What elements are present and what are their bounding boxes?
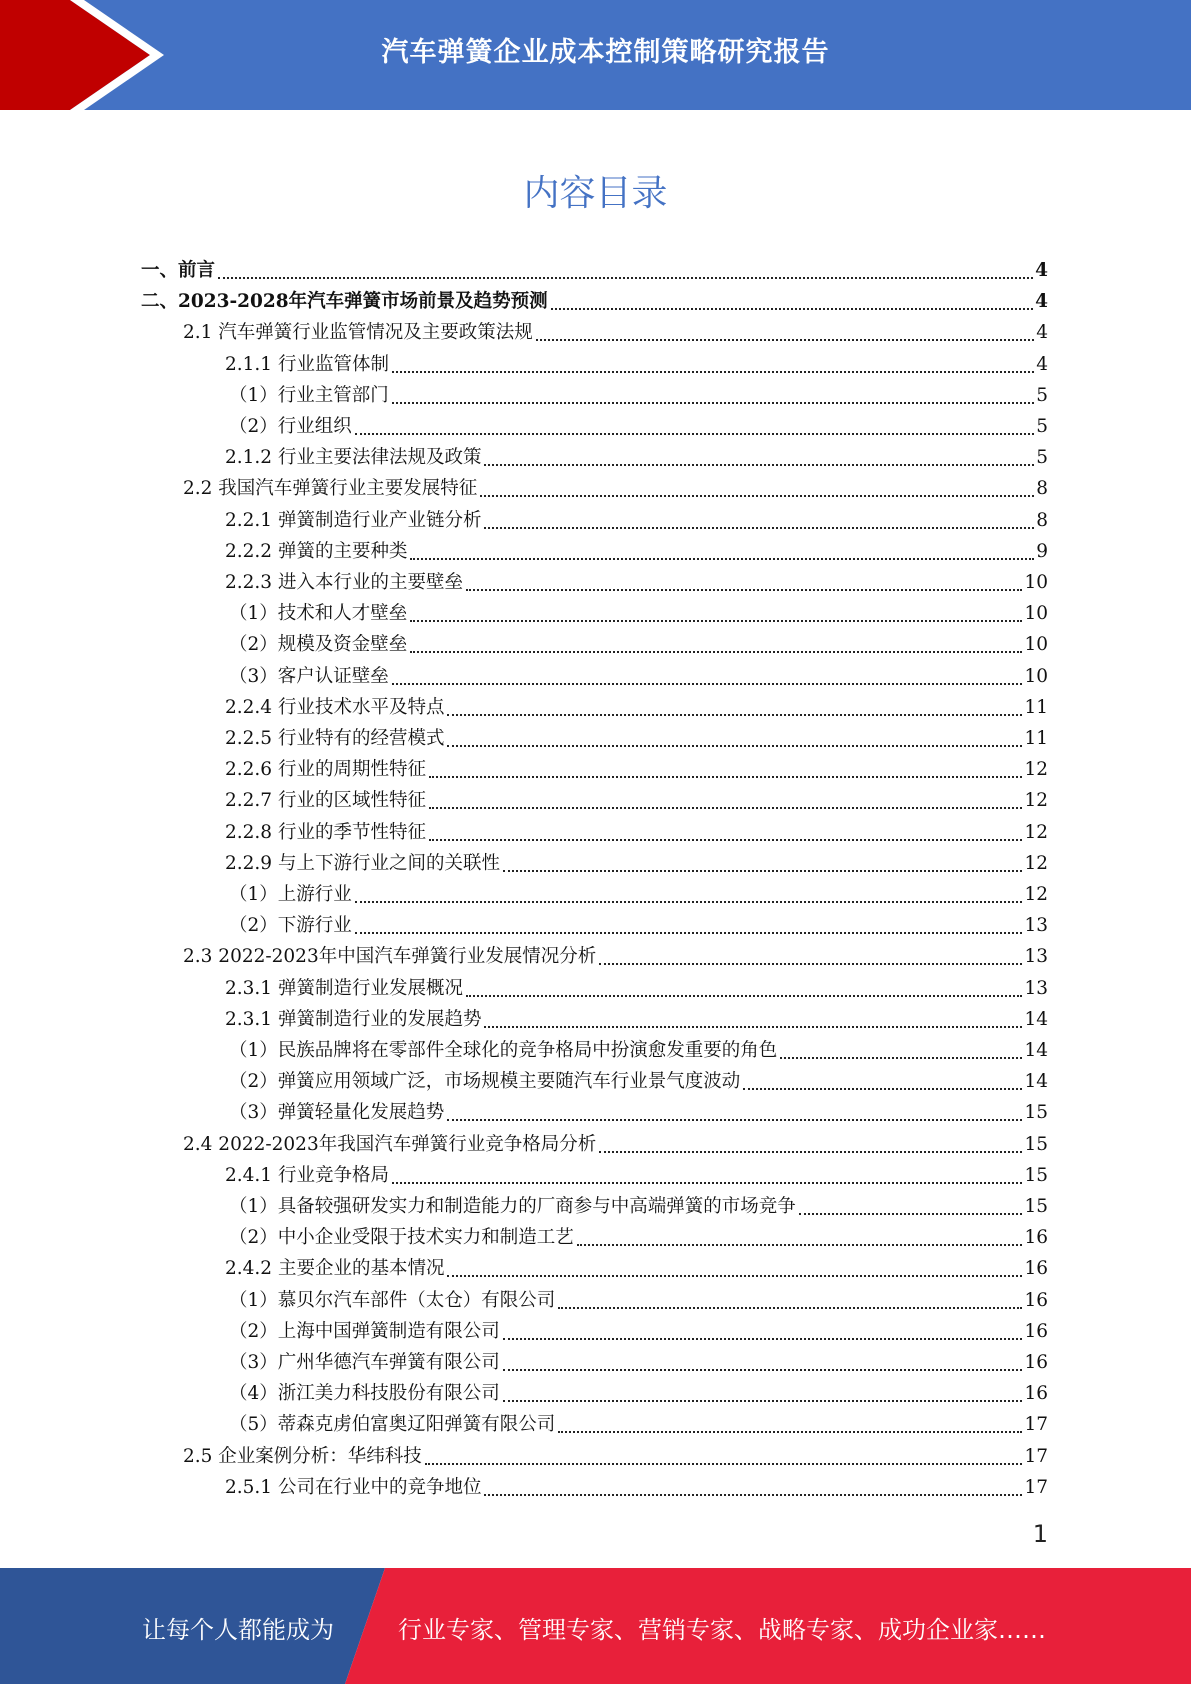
toc-dot-leader (410, 557, 1034, 560)
toc-dot-leader (355, 900, 1023, 903)
toc-entry-page: 9 (1036, 540, 1048, 562)
toc-dot-leader (392, 1181, 1022, 1184)
toc-entry[interactable] (225, 564, 1048, 595)
toc-entry-page: 16 (1024, 1320, 1048, 1342)
toc-dot-leader (577, 1243, 1023, 1246)
toc-entry-page: 16 (1024, 1227, 1048, 1249)
toc-entry-page: 8 (1036, 509, 1048, 531)
toc-entry[interactable] (225, 782, 1048, 813)
toc-entry-page: 15 (1024, 1196, 1048, 1217)
toc-entry[interactable] (225, 1157, 1048, 1188)
toc-entry[interactable] (229, 1375, 1048, 1406)
toc-entry-label: 一、前言 (141, 260, 216, 281)
toc-dot-leader (392, 401, 1034, 404)
toc-entry-page: 16 (1024, 1289, 1048, 1311)
toc-entry[interactable] (229, 1094, 1048, 1125)
toc-entry-label: 2.2.7 行业的区域性特征 (225, 790, 426, 812)
toc-entry-label: 2.4.2 主要企业的基本情况 (225, 1258, 445, 1280)
toc-entry-label: 2.2.1 弹簧制造行业产业链分析 (225, 509, 482, 531)
toc-dot-leader (551, 307, 1033, 310)
toc-entry-label: 2.2.6 行业的周期性特征 (225, 759, 426, 781)
toc-entry-page: 12 (1024, 790, 1048, 812)
toc-entry[interactable] (183, 1438, 1048, 1469)
toc-entry[interactable] (225, 814, 1048, 845)
toc-dot-leader (503, 869, 1022, 872)
toc-entry-label: （2）上海中国弹簧制造有限公司 (229, 1320, 500, 1342)
toc-entry-label: 2.4.1 行业竞争格局 (225, 1164, 389, 1186)
toc-entry[interactable] (141, 283, 1048, 314)
toc-entry-page: 12 (1024, 821, 1048, 843)
toc-entry-label: 2.4 2022-2023年我国汽车弹簧行业竞争格局分析 (183, 1133, 597, 1155)
toc-entry[interactable] (225, 346, 1048, 377)
toc-dot-leader (599, 962, 1022, 965)
toc-entry-label: 2.1 汽车弹簧行业监管情况及主要政策法规 (183, 322, 533, 344)
footer-slogan-left: 让每个人都能成为 (142, 1616, 334, 1644)
toc-entry-page: 14 (1024, 1040, 1048, 1061)
footer-slogan-right: 行业专家、管理专家、营销专家、战略专家、成功企业家…… (398, 1616, 1046, 1644)
toc-entry-page: 15 (1024, 1133, 1048, 1155)
toc-entry[interactable] (229, 1313, 1048, 1344)
toc-entry-label: 2.1.1 行业监管体制 (225, 353, 389, 375)
toc-dot-leader (484, 526, 1034, 529)
toc-dot-leader (410, 650, 1022, 653)
toc-entry-label: （3）弹簧轻量化发展趋势 (229, 1102, 445, 1124)
toc-entry-label: （5）蒂森克虏伯富奥辽阳弹簧有限公司 (229, 1414, 556, 1436)
toc-entry-label: （4）浙江美力科技股份有限公司 (229, 1383, 500, 1405)
toc-entry[interactable] (229, 1344, 1048, 1375)
toc-entry-page: 11 (1024, 696, 1048, 718)
toc-dot-leader (410, 619, 1022, 622)
toc-entry[interactable] (225, 689, 1048, 720)
toc-entry-label: （2）下游行业 (229, 915, 352, 937)
toc-entry-page: 10 (1024, 665, 1048, 687)
toc-dot-leader (447, 1274, 1022, 1277)
toc-entry[interactable] (183, 314, 1048, 345)
toc-dot-leader (599, 1150, 1022, 1153)
toc-entry-label: （3）广州华德汽车弹簧有限公司 (229, 1352, 500, 1373)
toc-entry-page: 4 (1036, 322, 1048, 344)
toc-entry-page: 13 (1024, 915, 1048, 937)
toc-entry[interactable] (183, 938, 1048, 969)
page-number: 1 (1032, 1520, 1048, 1548)
toc-dot-leader (355, 432, 1034, 435)
toc-entry[interactable] (183, 470, 1048, 501)
toc-entry-page: 16 (1024, 1258, 1048, 1280)
toc-entry-label: 2.2 我国汽车弹簧行业主要发展特征 (183, 478, 478, 500)
toc-entry-page: 15 (1024, 1164, 1048, 1186)
toc-entry-page: 17 (1024, 1445, 1048, 1467)
toc-dot-leader (799, 1212, 1023, 1215)
toc-entry-label: 2.5.1 公司在行业中的竞争地位 (225, 1476, 482, 1498)
toc-dot-leader (480, 494, 1034, 497)
toc-entry-label: （2）中小企业受限于技术实力和制造工艺 (229, 1227, 574, 1249)
toc-entry-page: 12 (1024, 884, 1048, 905)
toc-dot-leader (355, 931, 1023, 934)
toc-dot-leader (392, 370, 1034, 373)
toc-entry-label: （1）民族品牌将在零部件全球化的竞争格局中扮演愈发重要的角色 (229, 1040, 778, 1061)
toc-entry-page: 12 (1024, 759, 1048, 781)
toc-entry-label: 2.2.4 行业技术水平及特点 (225, 696, 445, 718)
toc-entry[interactable] (225, 1469, 1048, 1500)
toc-entry[interactable] (229, 876, 1048, 907)
toc-dot-leader (503, 1399, 1023, 1402)
toc-entry-page: 4 (1036, 353, 1048, 375)
toc-entry[interactable] (229, 1406, 1048, 1437)
toc-entry[interactable] (225, 533, 1048, 564)
toc-entry-label: 2.2.3 进入本行业的主要壁垒 (225, 572, 463, 593)
toc-entry[interactable] (229, 595, 1048, 626)
toc-entry-label: （3）客户认证壁垒 (229, 665, 389, 687)
toc-entry[interactable] (225, 1001, 1048, 1032)
toc-entry[interactable] (229, 1063, 1048, 1094)
toc-entry[interactable] (225, 845, 1048, 876)
toc-entry-page: 10 (1024, 603, 1048, 625)
toc-entry-page: 11 (1024, 728, 1048, 749)
toc-entry-page: 16 (1024, 1352, 1048, 1373)
toc-entry-page: 4 (1035, 291, 1048, 313)
report-title: 汽车弹簧企业成本控制策略研究报告 (381, 37, 830, 68)
toc-entry-label: （2）弹簧应用领域广泛，市场规模主要随汽车行业景气度波动 (229, 1071, 741, 1093)
toc-entry[interactable] (141, 252, 1048, 283)
toc-dot-leader (447, 744, 1022, 747)
toc-entry-page: 5 (1036, 384, 1048, 406)
toc-entry-page: 10 (1024, 572, 1048, 593)
toc-entry-page: 8 (1036, 478, 1048, 500)
toc-heading: 内容目录 (523, 173, 668, 214)
toc-entry-page: 16 (1024, 1383, 1048, 1405)
toc-dot-leader (780, 1056, 1022, 1059)
toc-dot-leader (429, 806, 1022, 809)
toc-dot-leader (536, 338, 1034, 341)
toc-entry-label: （1）技术和人才壁垒 (229, 603, 408, 625)
toc-entry-label: （1）慕贝尔汽车部件（太仓）有限公司 (229, 1289, 556, 1311)
toc-entry-page: 12 (1024, 852, 1048, 874)
toc-entry-label: 2.2.5 行业特有的经营模式 (225, 728, 445, 749)
toc-dot-leader (558, 1430, 1022, 1433)
toc-entry-page: 10 (1024, 634, 1048, 656)
toc-dot-leader (429, 838, 1022, 841)
toc-dot-leader (484, 1025, 1022, 1028)
toc-entry-label: （2）规模及资金壁垒 (229, 634, 408, 656)
toc-entry-page: 5 (1036, 447, 1048, 469)
toc-entry[interactable] (229, 408, 1048, 439)
toc-dot-leader (503, 1368, 1023, 1371)
toc-dot-leader (429, 775, 1022, 778)
toc-entry[interactable] (229, 377, 1048, 408)
toc-dot-leader (218, 276, 1033, 279)
toc-entry-label: 2.2.8 行业的季节性特征 (225, 821, 426, 843)
toc-entry[interactable] (229, 1032, 1048, 1063)
toc-entry-label: 2.3.1 弹簧制造行业的发展趋势 (225, 1008, 482, 1030)
toc-entry-page: 17 (1024, 1476, 1048, 1498)
toc-dot-leader (484, 463, 1034, 466)
toc-entry[interactable] (225, 720, 1048, 751)
toc-entry[interactable] (229, 1219, 1048, 1250)
toc-entry-label: 二、2023-2028年汽车弹簧市场前景及趋势预测 (141, 291, 548, 313)
toc-dot-leader (447, 713, 1022, 716)
toc-entry-page: 5 (1036, 416, 1048, 437)
toc-dot-leader (484, 1493, 1022, 1496)
toc-entry-page: 13 (1024, 946, 1048, 968)
toc-dot-leader (743, 1087, 1022, 1090)
toc-entry[interactable] (225, 751, 1048, 782)
toc-entry-page: 15 (1024, 1102, 1048, 1124)
toc-dot-leader (466, 994, 1022, 997)
toc-entry[interactable] (229, 1282, 1048, 1313)
toc-entry-label: 2.1.2 行业主要法律法规及政策 (225, 447, 482, 469)
toc-entry-label: （2）行业组织 (229, 416, 352, 437)
toc-entry-label: （1）上游行业 (229, 884, 352, 905)
toc-entry-page: 14 (1024, 1008, 1048, 1030)
toc-entry[interactable] (225, 439, 1048, 470)
toc-entry-label: 2.2.9 与上下游行业之间的关联性 (225, 852, 500, 874)
toc-dot-leader (503, 1337, 1023, 1340)
toc-entry[interactable] (225, 1250, 1048, 1281)
toc-entry-page: 17 (1024, 1414, 1048, 1436)
toc-entry[interactable] (183, 1126, 1048, 1157)
toc-entry-page: 4 (1035, 260, 1048, 281)
toc-entry[interactable] (229, 907, 1048, 938)
toc-entry[interactable] (229, 658, 1048, 689)
toc-entry[interactable] (225, 970, 1048, 1001)
toc-entry-page: 14 (1024, 1071, 1048, 1093)
toc-entry[interactable] (229, 626, 1048, 657)
toc-dot-leader (392, 682, 1023, 685)
report-header (0, 0, 1191, 110)
toc-entry-label: （1）行业主管部门 (229, 384, 389, 406)
toc-dot-leader (447, 1118, 1022, 1121)
toc-dot-leader (466, 588, 1022, 591)
toc-entry[interactable] (225, 502, 1048, 533)
toc-dot-leader (425, 1462, 1023, 1465)
toc-entry[interactable] (229, 1188, 1048, 1219)
toc-entry-label: 2.3.1 弹簧制造行业发展概况 (225, 977, 463, 999)
toc-entry-label: 2.2.2 弹簧的主要种类 (225, 540, 408, 562)
toc-dot-leader (558, 1306, 1022, 1309)
toc-entry-label: （1）具备较强研发实力和制造能力的厂商参与中高端弹簧的市场竞争 (229, 1196, 796, 1217)
toc-entry-label: 2.3 2022-2023年中国汽车弹簧行业发展情况分析 (183, 946, 597, 968)
toc-entry-page: 13 (1024, 977, 1048, 999)
report-footer (0, 1568, 1191, 1684)
toc-entry-label: 2.5 企业案例分析：华纬科技 (183, 1445, 422, 1467)
